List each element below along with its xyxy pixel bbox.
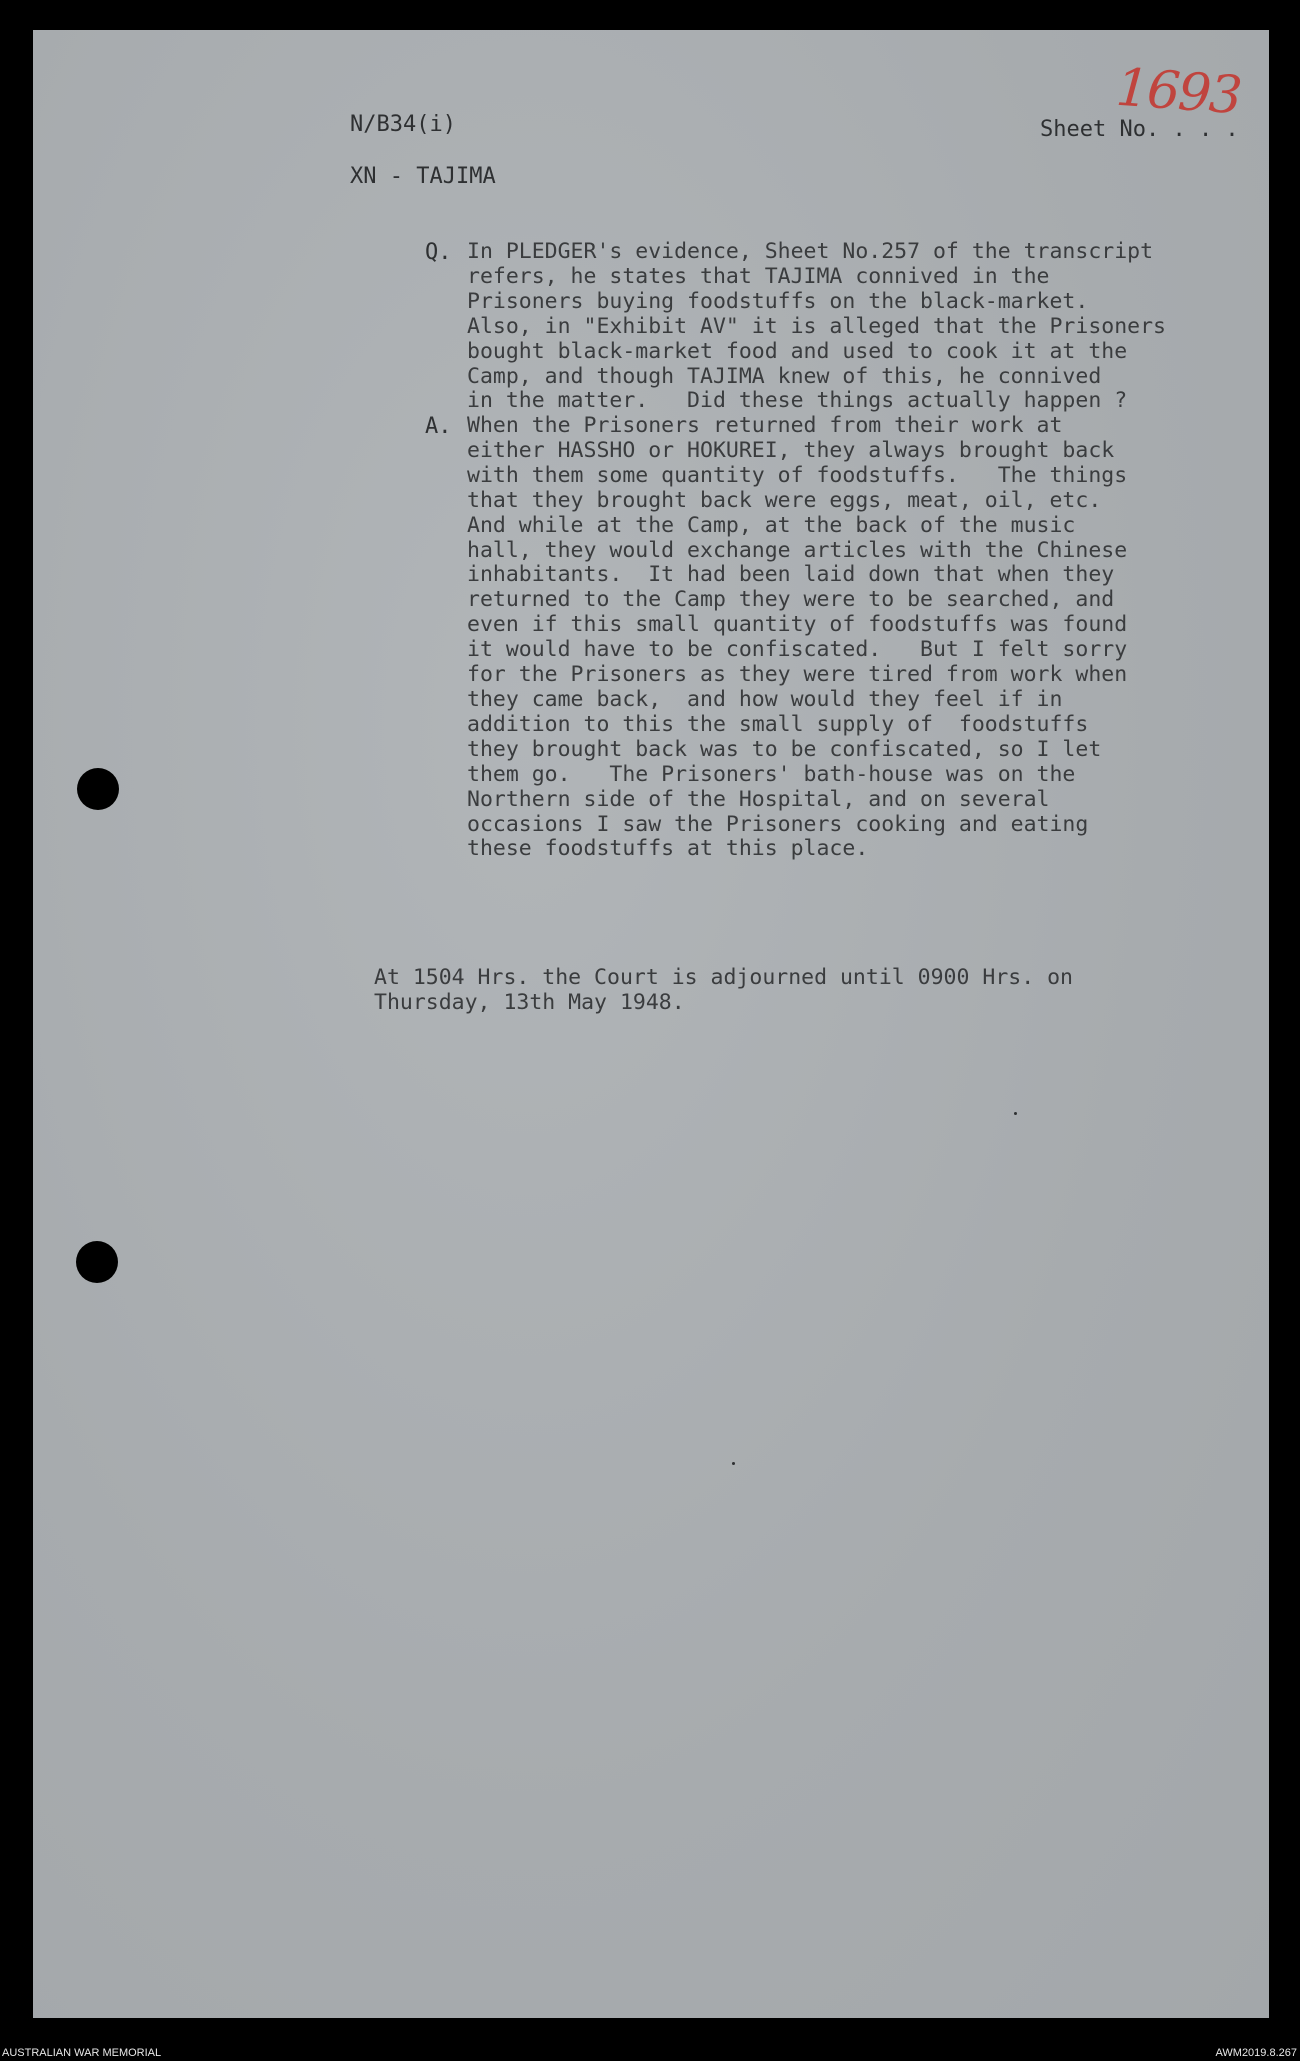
adjournment-note — [374, 965, 1073, 1015]
punch-hole-bottom — [76, 1241, 118, 1283]
question-line: bought black-market food and used to cook it at the — [467, 338, 1128, 364]
answer-line: inhabitants. It had been laid down that when they — [467, 562, 1115, 588]
question-line: In PLEDGER's evidence, Sheet No.257 of the transcript — [467, 239, 1154, 264]
answer-line: And while at the Camp, at the back of the music — [467, 512, 1076, 538]
answer-line: Northern side of the Hospital, and on several — [467, 786, 1050, 812]
answer-marker: A. — [425, 414, 452, 439]
question-line: in the matter. Did these things actually happen ? — [467, 388, 1128, 414]
question-text — [467, 240, 1166, 414]
answer-line: they brought back was to be confiscated, so I let — [467, 736, 1102, 762]
answer-text — [467, 414, 1127, 862]
footer-accession-number: AWM2019.8.267 — [1215, 2047, 1297, 2059]
handwritten-sheet-number: 1693 — [1114, 57, 1243, 127]
answer-line: for the Prisoners as they were tired from work when — [467, 662, 1128, 688]
answer-line: these foodstuffs at this place. — [467, 836, 869, 862]
question-marker: Q. — [425, 240, 452, 265]
punch-hole-top — [77, 768, 119, 810]
answer-line: even if this small quantity of foodstuffs was found — [467, 612, 1128, 638]
answer-line: either HASSHO or HOKUREI, they always brought back — [467, 437, 1115, 463]
adjournment-line: Thursday, 13th May 1948. — [374, 990, 685, 1015]
paper-speck — [732, 1462, 735, 1465]
answer-line: returned to the Camp they were to be searched, and — [467, 587, 1115, 613]
answer-line: addition to this the small supply of foodstuffs — [467, 711, 1089, 737]
footer-institution: AUSTRALIAN WAR MEMORIAL — [2, 2047, 162, 2059]
paper-speck — [1014, 1112, 1017, 1115]
question-line: Camp, and though TAJIMA knew of this, he connived — [467, 363, 1102, 389]
answer-line: them go. The Prisoners' bath-house was on the — [467, 761, 1076, 787]
answer-line: they came back, and how would they feel if in — [467, 686, 1063, 712]
answer-line: that they brought back were eggs, meat, oil, etc. — [467, 487, 1102, 513]
question-line: Also, in "Exhibit AV" it is alleged that the Prisoners — [467, 313, 1166, 339]
question-line: Prisoners buying foodstuffs on the black-market. — [467, 288, 1089, 314]
answer-line: hall, they would exchange articles with the Chinese — [467, 537, 1128, 563]
sheet-label: Sheet No. . . . — [1040, 117, 1239, 142]
document-reference: N/B34(i) — [350, 112, 456, 137]
answer-line: When the Prisoners returned from their work at — [467, 413, 1063, 438]
adjournment-line: At 1504 Hrs. the Court is adjourned until 0900 Hrs. on — [374, 965, 1073, 990]
document-heading: XN - TAJIMA — [350, 164, 496, 189]
answer-line: occasions I saw the Prisoners cooking and eating — [467, 811, 1089, 837]
answer-line: it would have to be confiscated. But I felt sorry — [467, 637, 1128, 663]
answer-line: with them some quantity of foodstuffs. The things — [467, 462, 1128, 488]
question-line: refers, he states that TAJIMA connived in the — [467, 263, 1050, 289]
